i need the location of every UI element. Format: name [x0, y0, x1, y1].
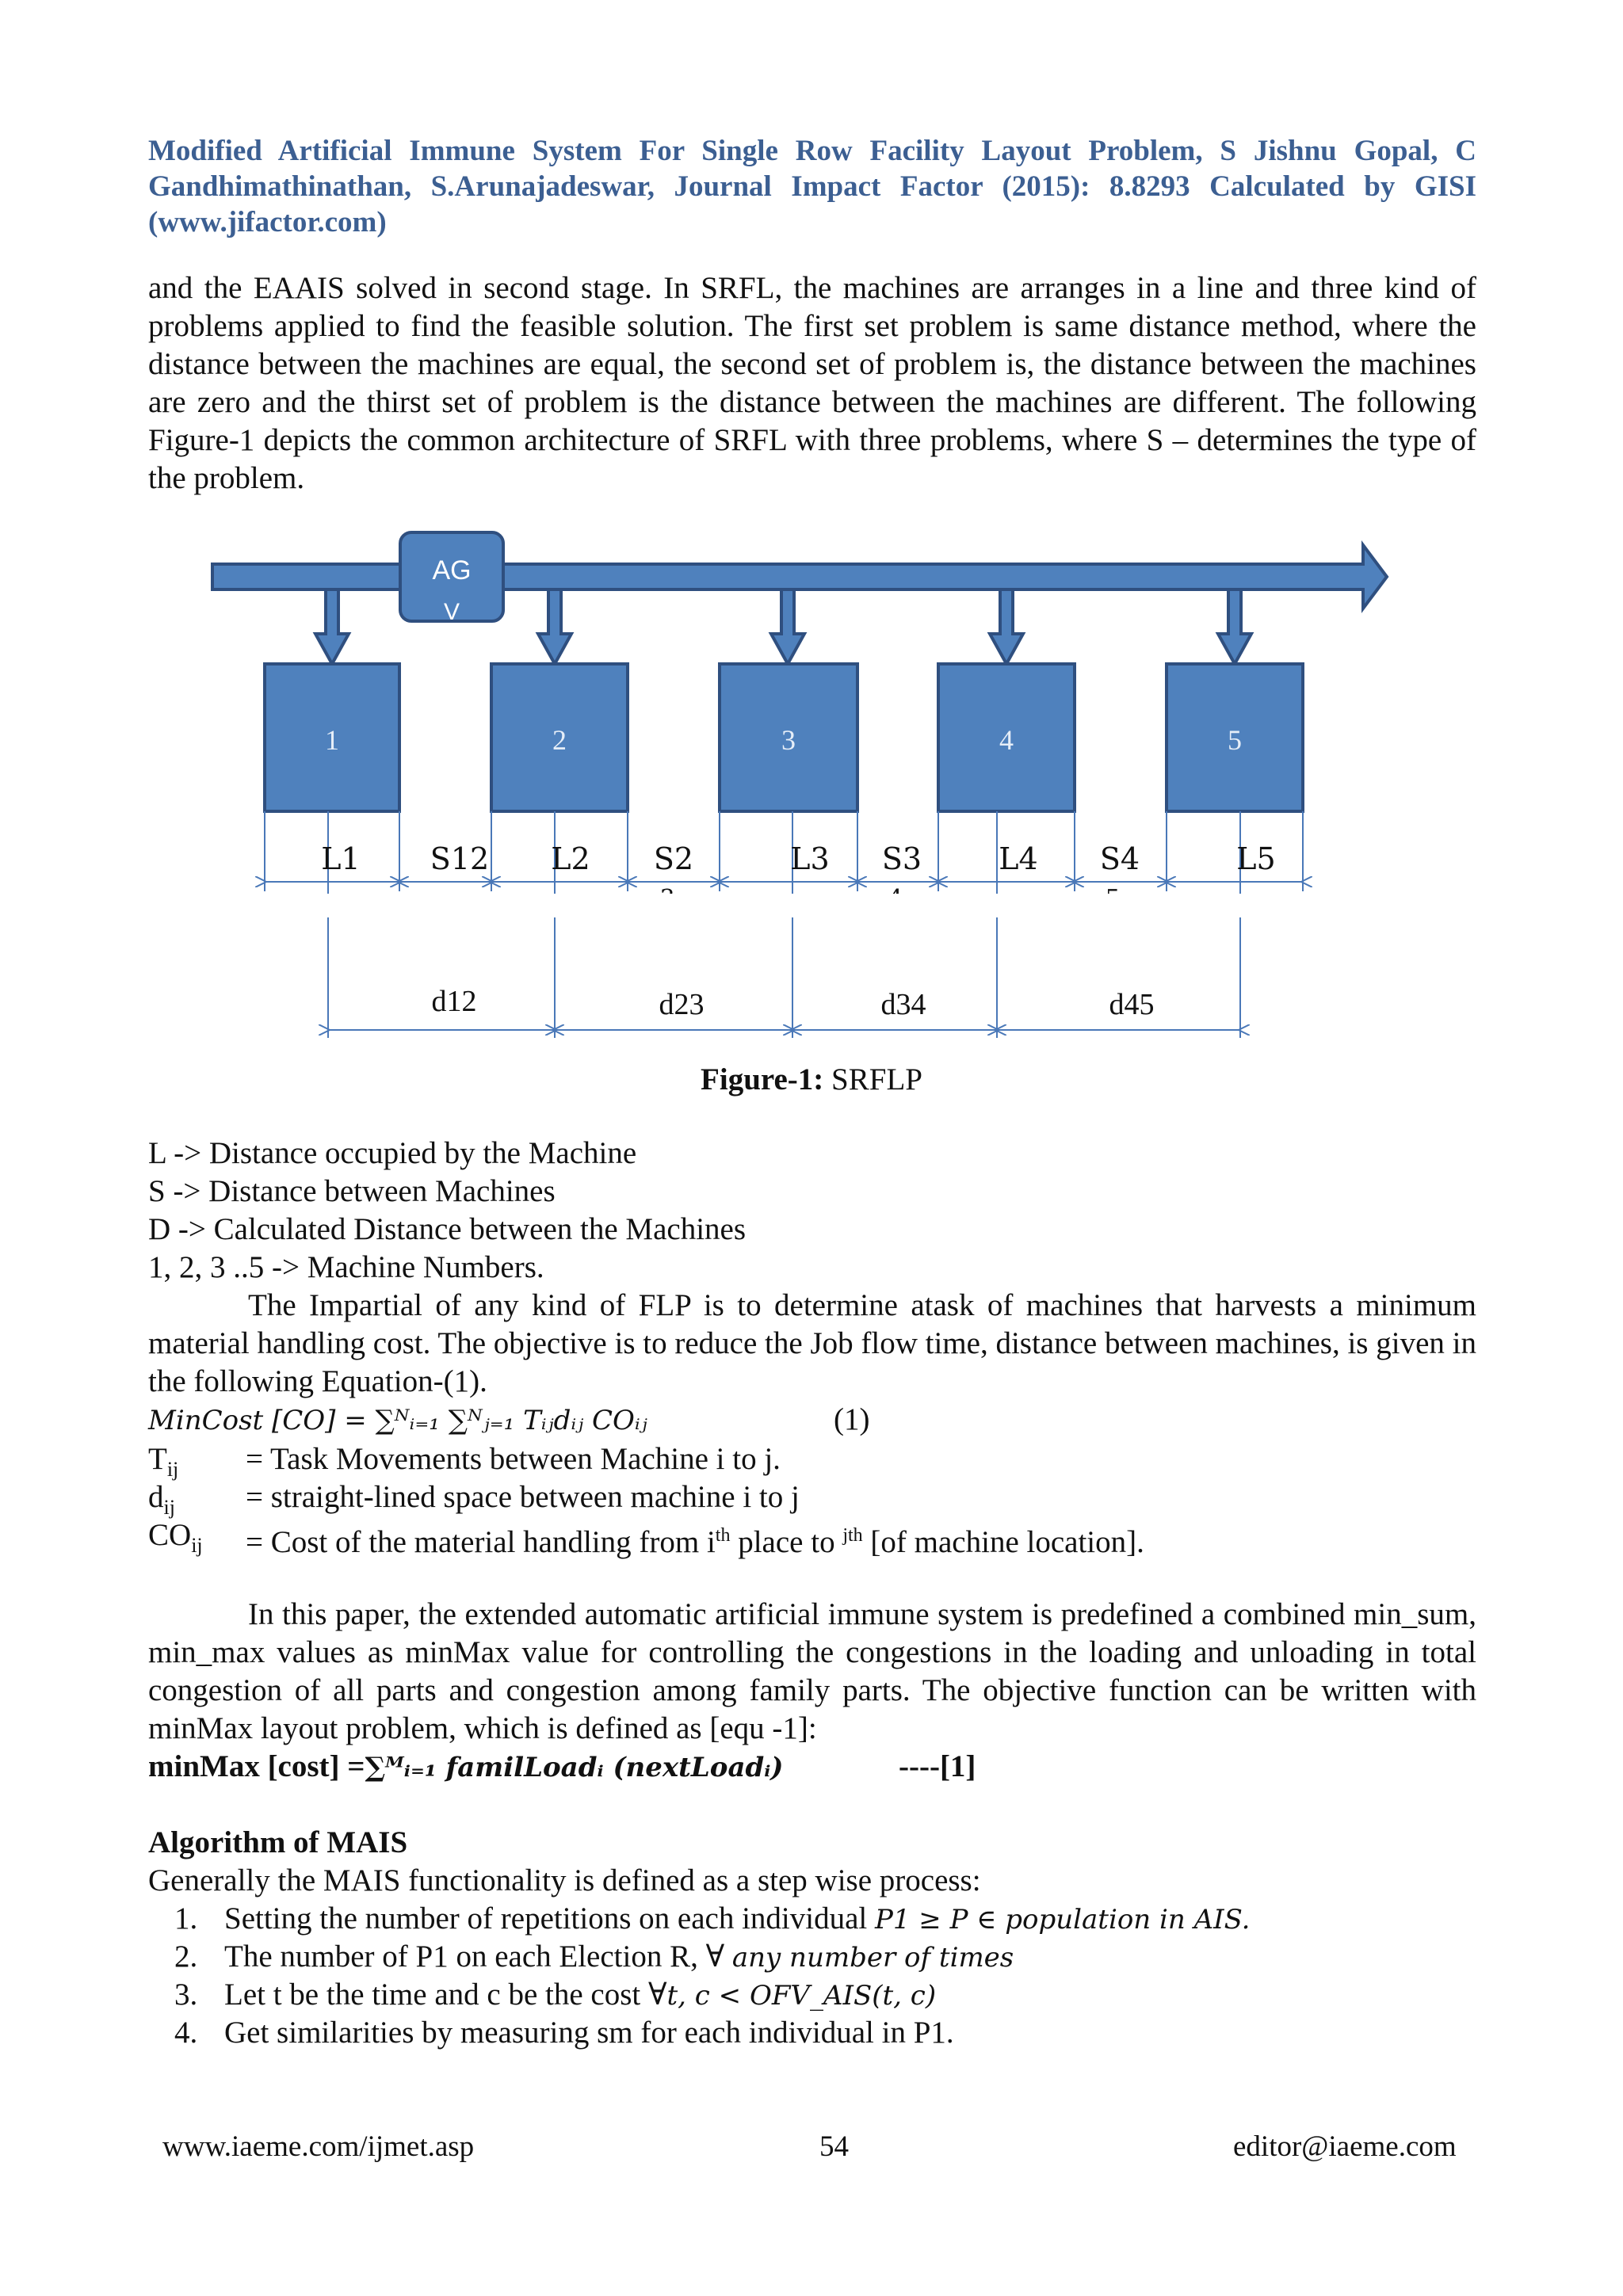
- label-L4: L4: [999, 841, 1038, 876]
- equation-1: [148, 1401, 647, 1440]
- label-S23: S2: [653, 841, 694, 876]
- machine-label-5: 5: [1228, 724, 1242, 756]
- page-number: 54: [819, 2130, 849, 2163]
- legend-line: 1, 2, 3 ..5 -> Machine Numbers.: [148, 1250, 544, 1284]
- definition-symbol-T: $T_{ij}$: [148, 1442, 179, 1481]
- equation-1-sum: ∑ᴺᵢ₌₁ ∑ᴺⱼ₌₁ Tᵢⱼdᵢⱼ COᵢⱼ: [375, 1405, 647, 1436]
- impartial-paragraph: The Impartial of any kind of FLP is to determine atask of machines that harvests a minimum material handling cost. The objective is to reduce the Job flow time, distance between machines, is given in the following Equation-(1).: [148, 1288, 1476, 1398]
- equation-2-sum: ∑ᴹᵢ₌₁ familLoadᵢ (nextLoadᵢ): [365, 1752, 784, 1783]
- intro-paragraph: and the EAAIS solved in second stage. In SRFL, the machines are arranges in a line and three kind of problems applied to find the feasible solution. The first set problem is same distance method, where the distance between the machines are equal, the second set of problem is, the distance between the machines are zero and the thirst set of problem is the distance between the machines are different. The following Figure-1 depicts the common architecture of SRFL with three problems, where S – determines the type of the problem.: [148, 271, 1476, 495]
- legend-line: L -> Distance occupied by the Machine: [148, 1136, 637, 1170]
- definition-text-d: = straight-lined space between machine i to j: [246, 1480, 800, 1514]
- machine-label-1: 1: [325, 724, 339, 756]
- equation-1-number: (1): [834, 1402, 870, 1436]
- definition-symbol-CO: $CO_{ij}$: [148, 1518, 203, 1557]
- label-clip-mask: [238, 894, 1347, 917]
- agv-label: AG: [432, 555, 472, 585]
- conveyor-arrow: [212, 545, 1387, 608]
- label-L1: L1: [321, 841, 361, 876]
- step-text: Get similarities by measuring sm for each individual in P1.: [224, 2016, 954, 2050]
- definition-text-T: = Task Movements between Machine i to j.: [246, 1442, 781, 1476]
- label-d12: d12: [431, 985, 477, 1018]
- label-d23: d23: [659, 988, 705, 1021]
- feed-arrow-2: [538, 589, 571, 664]
- machine-label-3: 3: [781, 724, 796, 756]
- equation-2-number: ----[1]: [899, 1749, 976, 1783]
- feed-arrow-3: [771, 589, 804, 664]
- label-d34: d34: [880, 988, 926, 1021]
- agv-label-cut: V: [443, 599, 460, 625]
- definition-text-CO: = Cost of the material handling from $i^{th}$ place to $^{jth}$ [of machine location].: [246, 1525, 1144, 1559]
- minmax-paragraph: In this paper, the extended automatic artificial immune system is predefined a combined min_sum, min_max values as minMax value for controlling the congestions in the loading and unloading in total congestion of all parts and congestion among family parts. The objective function can be written with minMax layout problem, which is defined as [equ -1]:: [148, 1597, 1476, 1745]
- step-number: 3.: [174, 1978, 198, 2012]
- algorithm-heading: Algorithm of MAIS: [148, 1825, 408, 1859]
- step-number: 4.: [174, 2016, 198, 2050]
- figure-caption: [0, 1062, 1623, 1097]
- definition-symbol-d: $d_{ij}$: [148, 1480, 175, 1519]
- label-d45: d45: [1109, 988, 1155, 1021]
- footer-email[interactable]: editor@iaeme.com: [1233, 2130, 1457, 2163]
- legend-line: S -> Distance between Machines: [148, 1174, 556, 1208]
- step-number: 2.: [174, 1939, 198, 1974]
- label-L5: L5: [1236, 841, 1276, 876]
- label-L3: L3: [790, 841, 830, 876]
- feed-arrow-1: [315, 589, 349, 664]
- srflp-diagram: [0, 523, 1623, 1046]
- equation-2-lhs: minMax [cost] =: [148, 1749, 365, 1783]
- label-L2: L2: [551, 841, 590, 876]
- step-text: Let t be the time and c be the cost ∀t, c < OFV_AIS(t, c): [224, 1978, 937, 2012]
- step-text: The number of P1 on each Election R, ∀ any number of times: [224, 1939, 1014, 1974]
- running-header: Modified Artificial Immune System For Single Row Facility Layout Problem, S Jishnu Gopal, C Gandhimathinathan, S.Arunajadeswar, Journal Impact Factor (2015): 8.8293 Calculated by GISI (www.jifactor.com): [148, 135, 1476, 238]
- machine-label-4: 4: [999, 724, 1014, 756]
- step-text: Setting the number of repetitions on each individual P1 ≥ P ∈ population in AIS.: [224, 1901, 1251, 1936]
- feed-arrow-5: [1218, 589, 1251, 664]
- equation-2: [148, 1748, 783, 1787]
- step-number: 1.: [174, 1901, 198, 1936]
- figure-caption-label: Figure-1:: [701, 1062, 824, 1097]
- algorithm-intro: Generally the MAIS functionality is defined as a step wise process:: [148, 1863, 981, 1897]
- machine-label-2: 2: [552, 724, 567, 756]
- equation-1-lhs: MinCost [CO] =: [148, 1405, 376, 1436]
- label-S12: S12: [430, 841, 490, 876]
- footer-url[interactable]: www.iaeme.com/ijmet.asp: [162, 2130, 475, 2163]
- feed-arrow-4: [990, 589, 1023, 664]
- label-S45: S4: [1099, 841, 1140, 876]
- figure-caption-text: SRFLP: [823, 1062, 922, 1097]
- legend-line: D -> Calculated Distance between the Machines: [148, 1212, 747, 1246]
- label-S34: S3: [881, 841, 922, 876]
